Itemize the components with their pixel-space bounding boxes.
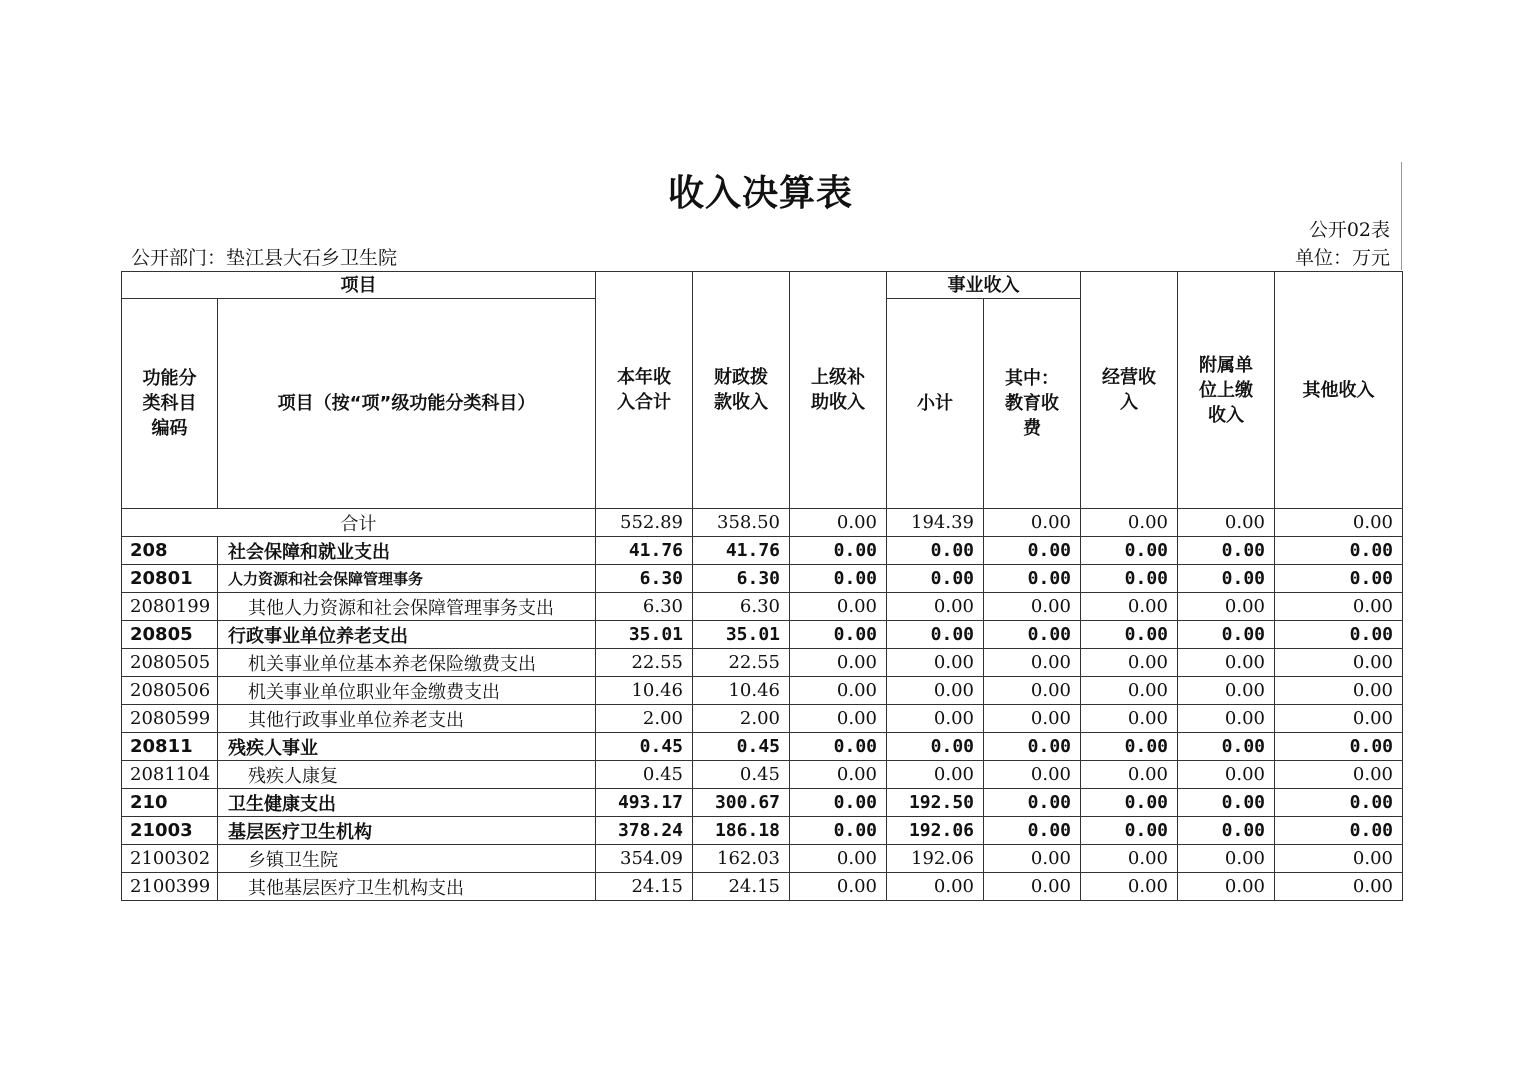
row-value: 0.00 [1081,789,1178,817]
row-value: 0.00 [790,761,887,789]
row-value: 0.00 [790,537,887,565]
income-table [121,271,1403,901]
row-value: 0.00 [1178,761,1275,789]
row-value: 0.00 [1275,565,1403,593]
table-number: 公开02表 [1308,219,1390,241]
row-name: 卫生健康支出 [218,789,596,817]
row-code: 2100399 [122,873,218,901]
row-value: 0.00 [984,565,1081,593]
row-code: 2080505 [122,649,218,677]
row-value: 0.00 [1178,649,1275,677]
row-value: 300.67 [693,789,790,817]
row-value: 0.00 [984,761,1081,789]
header-affiliated: 附属单位上缴收入 [1178,272,1275,509]
row-value: 0.00 [1081,761,1178,789]
page-title: 收入决算表 [667,173,853,214]
row-value: 0.00 [1275,537,1403,565]
row-value: 0.00 [887,565,984,593]
row-value: 0.45 [693,733,790,761]
row-code: 2080199 [122,593,218,621]
table-row [122,817,1403,845]
row-name: 残疾人事业 [218,733,596,761]
table-row [122,649,1403,677]
row-value: 192.06 [887,845,984,873]
row-value: 0.00 [1275,817,1403,845]
row-value: 22.55 [596,649,693,677]
row-value: 6.30 [596,593,693,621]
row-value: 0.00 [984,593,1081,621]
row-value: 0.00 [1275,705,1403,733]
header-total: 本年收入合计 [596,272,693,509]
header-project-name: 项目（按“项”级功能分类科目） [218,299,596,509]
total-value: 0.00 [1081,509,1178,537]
row-value: 0.00 [1081,565,1178,593]
row-name: 社会保障和就业支出 [218,537,596,565]
row-value: 0.00 [1178,845,1275,873]
row-value: 192.06 [887,817,984,845]
table-row [122,761,1403,789]
row-value: 2.00 [693,705,790,733]
row-value: 0.00 [790,817,887,845]
row-value: 0.00 [887,677,984,705]
row-value: 0.00 [984,733,1081,761]
row-code: 2081104 [122,761,218,789]
row-code: 2100302 [122,845,218,873]
row-value: 0.00 [984,873,1081,901]
row-value: 0.00 [1178,873,1275,901]
row-value: 0.00 [1275,593,1403,621]
row-code: 208 [122,537,218,565]
row-name: 其他人力资源和社会保障管理事务支出 [218,593,596,621]
row-value: 0.00 [790,845,887,873]
row-value: 6.30 [596,565,693,593]
row-value: 0.00 [790,649,887,677]
row-value: 24.15 [693,873,790,901]
row-value: 22.55 [693,649,790,677]
row-code: 20811 [122,733,218,761]
row-value: 0.00 [790,733,887,761]
row-code: 210 [122,789,218,817]
total-value: 0.00 [1178,509,1275,537]
row-value: 10.46 [596,677,693,705]
header-fiscal: 财政拨款收入 [693,272,790,509]
row-value: 0.00 [984,621,1081,649]
row-value: 186.18 [693,817,790,845]
row-value: 0.00 [984,817,1081,845]
row-value: 0.00 [1178,593,1275,621]
header-education: 其中：教育收费 [984,299,1081,509]
table-row [122,621,1403,649]
total-row [122,509,1403,537]
header-business-group: 事业收入 [887,272,1081,299]
row-code: 20805 [122,621,218,649]
row-value: 0.00 [887,705,984,733]
row-value: 0.00 [790,621,887,649]
row-value: 2.00 [596,705,693,733]
row-name: 其他基层医疗卫生机构支出 [218,873,596,901]
row-value: 0.00 [790,705,887,733]
row-value: 0.00 [1081,705,1178,733]
row-value: 0.00 [1178,789,1275,817]
table-row [122,845,1403,873]
row-value: 0.00 [984,845,1081,873]
row-value: 0.00 [1275,789,1403,817]
row-value: 35.01 [596,621,693,649]
row-value: 0.00 [790,593,887,621]
row-value: 0.00 [887,621,984,649]
row-value: 0.00 [887,873,984,901]
row-value: 0.00 [790,789,887,817]
row-value: 0.00 [1178,565,1275,593]
header-other: 其他收入 [1275,272,1403,509]
total-label: 合计 [122,509,596,537]
row-value: 354.09 [596,845,693,873]
table-row [122,705,1403,733]
row-value: 0.00 [1275,873,1403,901]
row-value: 0.00 [984,537,1081,565]
row-value: 41.76 [596,537,693,565]
row-value: 0.00 [790,873,887,901]
row-value: 0.00 [984,677,1081,705]
row-value: 493.17 [596,789,693,817]
header-project: 项目 [122,272,596,299]
row-value: 0.00 [1275,733,1403,761]
row-value: 0.45 [596,733,693,761]
row-value: 0.00 [1275,649,1403,677]
row-value: 0.00 [1275,845,1403,873]
row-value: 24.15 [596,873,693,901]
row-value: 0.00 [1081,677,1178,705]
row-code: 21003 [122,817,218,845]
row-value: 0.00 [1178,733,1275,761]
row-name: 基层医疗卫生机构 [218,817,596,845]
row-code: 20801 [122,565,218,593]
row-name: 机关事业单位基本养老保险缴费支出 [218,649,596,677]
total-value: 194.39 [887,509,984,537]
table-row [122,789,1403,817]
row-value: 0.00 [1081,817,1178,845]
row-value: 0.45 [596,761,693,789]
row-value: 0.00 [1178,705,1275,733]
row-value: 6.30 [693,565,790,593]
row-code: 2080506 [122,677,218,705]
table-row [122,537,1403,565]
total-value: 358.50 [693,509,790,537]
row-value: 0.00 [1081,873,1178,901]
row-value: 192.50 [887,789,984,817]
row-value: 41.76 [693,537,790,565]
total-value: 0.00 [1275,509,1403,537]
total-value: 0.00 [984,509,1081,537]
table-row [122,677,1403,705]
row-value: 378.24 [596,817,693,845]
row-value: 0.00 [1081,649,1178,677]
table-row [122,593,1403,621]
total-value: 552.89 [596,509,693,537]
row-value: 0.00 [1178,817,1275,845]
row-name: 其他行政事业单位养老支出 [218,705,596,733]
row-value: 35.01 [693,621,790,649]
row-value: 0.00 [1178,677,1275,705]
row-value: 0.00 [887,537,984,565]
row-value: 0.00 [887,761,984,789]
row-value: 0.00 [887,733,984,761]
unit-label: 单位：万元 [1294,247,1390,269]
header-subtotal: 小计 [887,299,984,509]
row-value: 0.00 [1081,593,1178,621]
row-value: 0.00 [984,705,1081,733]
row-value: 0.00 [1275,621,1403,649]
row-name: 行政事业单位养老支出 [218,621,596,649]
row-name: 乡镇卫生院 [218,845,596,873]
row-value: 0.00 [1081,845,1178,873]
row-value: 0.00 [1081,537,1178,565]
row-value: 0.00 [984,649,1081,677]
row-name: 人力资源和社会保障管理事务 [218,565,596,593]
row-name: 残疾人康复 [218,761,596,789]
row-value: 0.00 [1275,761,1403,789]
table-row [122,565,1403,593]
row-value: 0.00 [984,789,1081,817]
row-value: 6.30 [693,593,790,621]
row-value: 0.45 [693,761,790,789]
header-func-code: 功能分类科目编码 [122,299,218,509]
row-code: 2080599 [122,705,218,733]
department-label: 公开部门：垫江县大石乡卫生院 [131,247,398,269]
table-row [122,873,1403,901]
row-value: 0.00 [790,677,887,705]
row-name: 机关事业单位职业年金缴费支出 [218,677,596,705]
row-value: 0.00 [1178,621,1275,649]
row-value: 0.00 [1081,621,1178,649]
row-value: 0.00 [887,593,984,621]
row-value: 0.00 [1081,733,1178,761]
table-row [122,733,1403,761]
row-value: 10.46 [693,677,790,705]
row-value: 0.00 [1178,537,1275,565]
header-superior: 上级补助收入 [790,272,887,509]
total-value: 0.00 [790,509,887,537]
row-value: 0.00 [1275,677,1403,705]
header-operating: 经营收入 [1081,272,1178,509]
row-value: 162.03 [693,845,790,873]
row-value: 0.00 [887,649,984,677]
row-value: 0.00 [790,565,887,593]
